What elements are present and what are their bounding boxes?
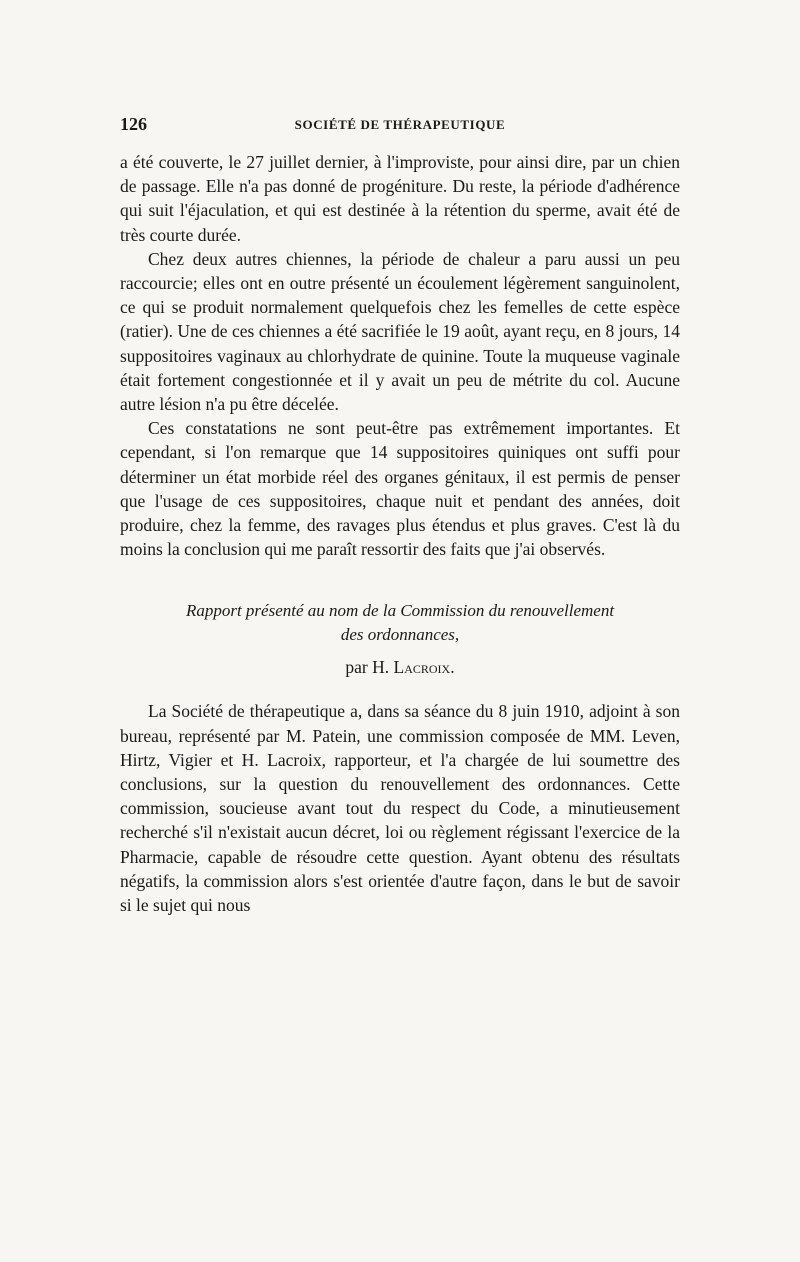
page-body xyxy=(120,150,680,917)
running-title: SOCIÉTÉ DE THÉRAPEUTIQUE xyxy=(294,117,506,132)
report-title-line-1: Rapport présenté au nom de la Commission du renouvellement xyxy=(185,601,615,621)
report-author-name: Lacroix. xyxy=(393,657,455,678)
page-number: 126 xyxy=(120,114,147,134)
page-header xyxy=(120,114,680,138)
report-title xyxy=(120,599,680,647)
report-author xyxy=(120,655,680,679)
paragraph-4: La Société de thérapeutique a, dans sa séance du 8 juin 1910, adjoint à son bureau, représenté par M. Patein, une commission composée de MM. Leven, Hirtz, Vigier et H. Lacroix, rapporteur, et l'a chargée de lui soumettre des conclusions, sur la question du renouvellement des ordonnances. Cette commission, soucieuse avant tout du respect du Code, a minutieusement recherché s'il n'existait aucun décret, loi ou règlement régissant l'exercice de la Pharmacie, capable de résoudre cette question. Ayant obtenu des résultats négatifs, la commission alors s'est orientée d'autre façon, dans le but de savoir si le sujet qui nous xyxy=(120,701,680,916)
report-title-line-2: des ordonnances, xyxy=(340,625,460,645)
report-author-prefix: par H. xyxy=(345,657,394,678)
paragraph-2: Chez deux autres chiennes, la période de chaleur a paru aussi un peu raccourcie; elles ont en outre présenté un écoulement légèrement sanguinolent, ce qui se produit normalement quelquefois chez les femelles de cette espèce (ratier). Une de ces chiennes a été sacrifiée le 19 août, ayant reçu, en 8 jours, 14 suppositoires vaginaux au chlorhydrate de quinine. Toute la muqueuse vaginale était fortement congestionnée et il y avait un peu de métrite du col. Aucune autre lésion n'a pu être décelée. xyxy=(120,248,680,415)
paragraph-1: a été couverte, le 27 juillet dernier, à l'improviste, pour ainsi dire, par un chien de passage. Elle n'a pas donné de progéniture. Du reste, la période d'adhérence qui suit l'éjaculation, et qui est destinée à la rétention du sperme, avait été de très courte durée. xyxy=(120,152,680,245)
paragraph-3: Ces constatations ne sont peut-être pas extrêmement importantes. Et cependant, si l'on remarque que 14 suppositoires quiniques ont suffi pour déterminer un état morbide réel des organes génitaux, il est permis de penser que l'usage de ces suppositoires, chaque nuit et pendant des années, doit produire, chez la femme, des ravages plus étendus et plus graves. C'est là du moins la conclusion qui me paraît ressortir des faits que j'ai observés. xyxy=(120,418,680,560)
